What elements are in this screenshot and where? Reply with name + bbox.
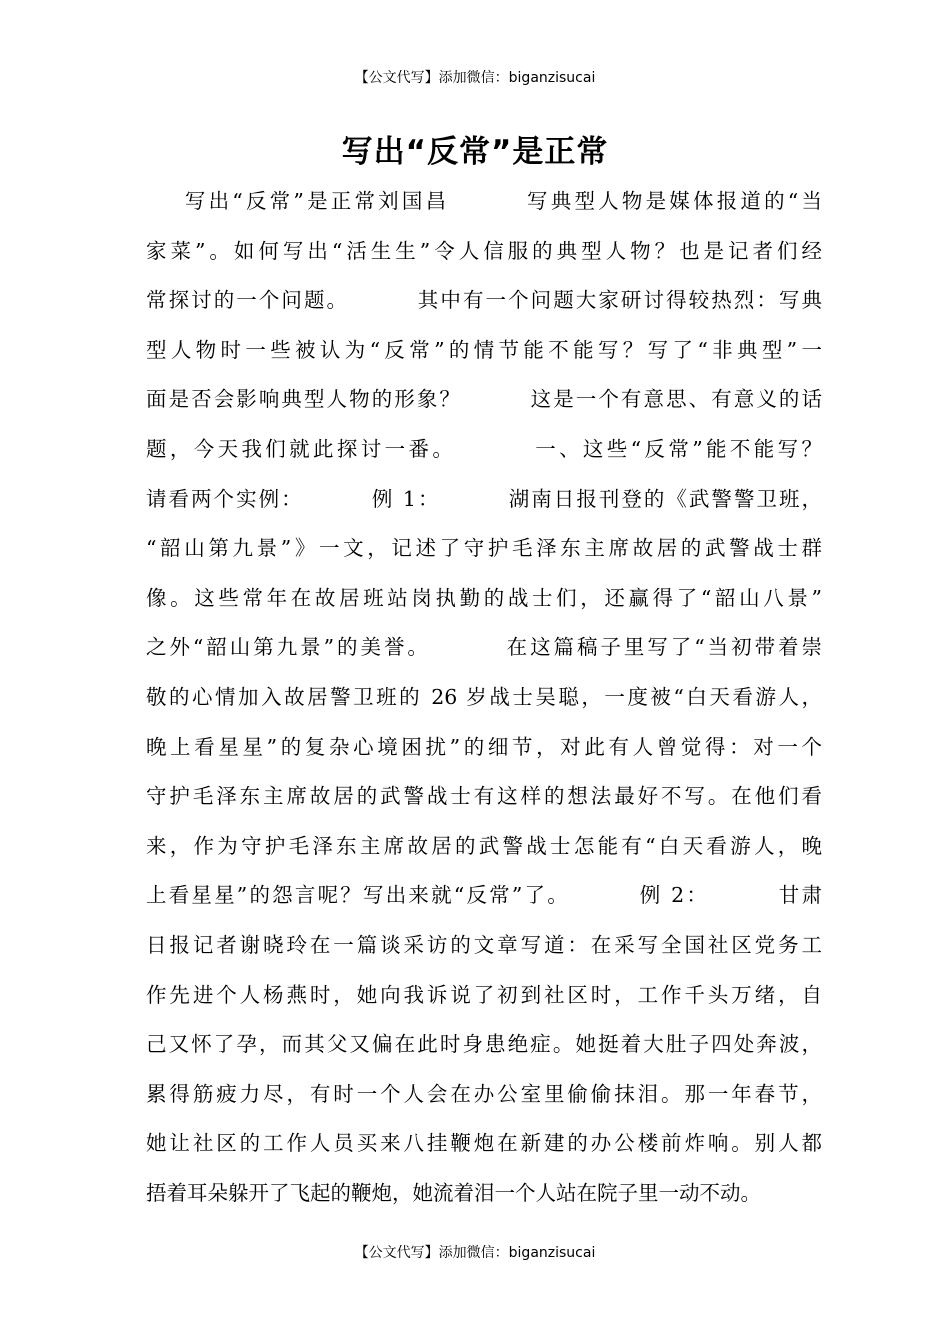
body-line: 常探讨的一个问题。 其中有一个问题大家研讨得较热烈：写典 <box>146 288 822 313</box>
body-line: 己又怀了孕，而其父又偏在此时身患绝症。她挺着大肚子四处奔波， <box>146 1032 822 1057</box>
body-line: 之外“韶山第九景”的美誉。 在这篇稿子里写了“当初带着崇 <box>146 635 822 660</box>
article-body <box>146 177 822 1218</box>
body-line: 上看星星”的怨言呢？写出来就“反常”了。 例 2： 甘肃 <box>146 883 822 908</box>
body-line: 晚上看星星”的复杂心境困扰”的细节，对此有人曾觉得：对一个 <box>146 734 822 759</box>
article-title: 写出“反常”是正常 <box>341 134 609 170</box>
body-line: 捂着耳朵躲开了飞起的鞭炮，她流着泪一个人站在院子里一动不动。 <box>146 1180 761 1205</box>
body-line: 型人物时一些被认为“反常”的情节能不能写？写了“非典型”一 <box>146 337 822 362</box>
body-line: 像。这些常年在故居班站岗执勤的战士们，还赢得了“韶山八景” <box>146 585 822 610</box>
page-header-note: 【公文代写】添加微信：biganzisucai <box>354 70 596 86</box>
body-line: 敬的心情加入故居警卫班的 26 岁战士吴聪，一度被“白天看游人， <box>146 684 822 709</box>
body-line: 面是否会影响典型人物的形象？ 这是一个有意思、有意义的话 <box>146 387 822 412</box>
body-line: 累得筋疲力尽，有时一个人会在办公室里偷偷抹泪。那一年春节， <box>146 1081 822 1106</box>
body-line: 写出“反常”是正常刘国昌 写典型人物是媒体报道的“当 <box>146 189 822 213</box>
body-line: 家菜”。如何写出“活生生”令人信服的典型人物？也是记者们经 <box>146 238 822 263</box>
page-footer-note: 【公文代写】添加微信：biganzisucai <box>354 1245 596 1261</box>
body-line: 日报记者谢晓玲在一篇谈采访的文章写道：在采写全国社区党务工 <box>146 932 822 957</box>
body-line: 她让社区的工作人员买来八挂鞭炮在新建的办公楼前炸响。别人都 <box>146 1131 822 1156</box>
body-line: 守护毛泽东主席故居的武警战士有这样的想法最好不写。在他们看 <box>146 784 822 809</box>
body-line: “韶山第九景”》一文，记述了守护毛泽东主席故居的武警战士群 <box>146 536 822 561</box>
body-line: 作先进个人杨燕时，她向我诉说了初到社区时，工作千头万绪，自 <box>146 982 822 1007</box>
body-line: 请看两个实例： 例 1： 湖南日报刊登的《武警警卫班， <box>146 486 822 511</box>
body-line: 来，作为守护毛泽东主席故居的武警战士怎能有“白天看游人，晚 <box>146 833 822 858</box>
body-line: 题，今天我们就此探讨一番。 一、这些“反常”能不能写？ <box>146 436 822 461</box>
